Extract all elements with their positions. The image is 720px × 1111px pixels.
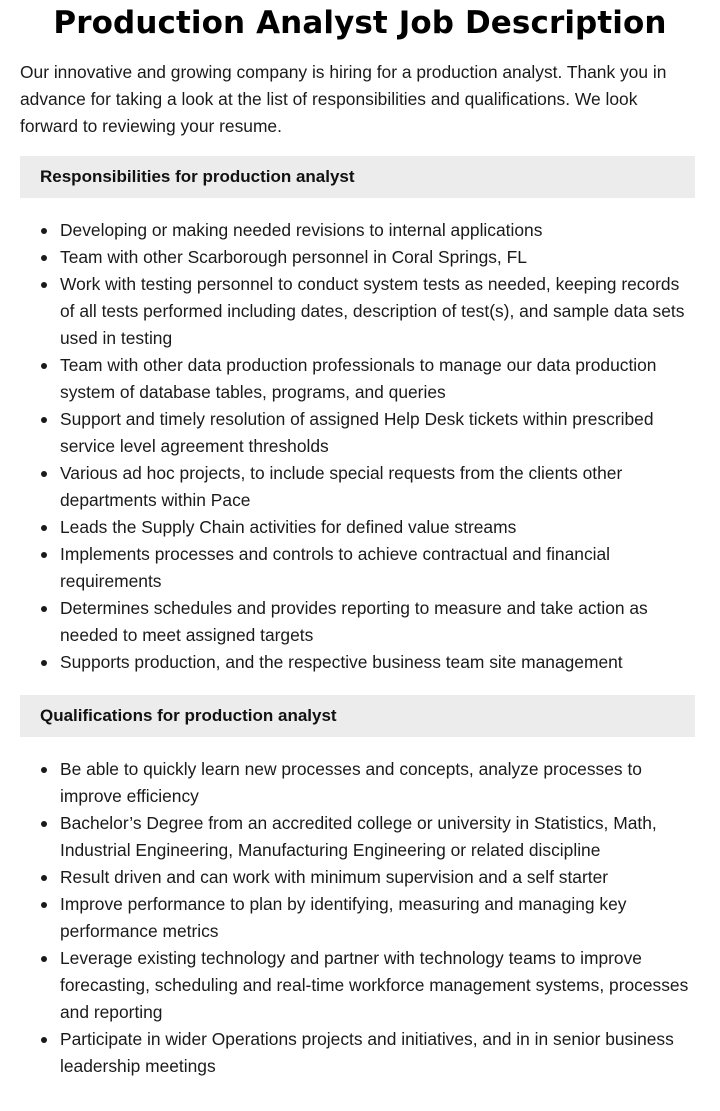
responsibility-text: Team with other Scarborough personnel in Coral Springs, FL	[60, 247, 527, 267]
list-item	[60, 756, 700, 810]
page-title: Production Analyst Job Description	[53, 5, 667, 41]
responsibility-text: Developing or making needed revisions to internal applications	[60, 220, 543, 240]
responsibility-text: Leads the Supply Chain activities for defined value streams	[60, 517, 517, 537]
bullet-icon	[41, 282, 47, 288]
bullet-icon	[41, 1037, 47, 1043]
list-item	[60, 864, 700, 891]
responsibilities-list	[20, 217, 700, 676]
list-item	[60, 271, 700, 352]
list-item	[60, 217, 700, 244]
list-item	[60, 595, 700, 649]
bullet-icon	[41, 902, 47, 908]
bullet-icon	[41, 767, 47, 773]
qualifications-list	[20, 756, 700, 1080]
list-item	[60, 1026, 700, 1080]
list-item	[60, 945, 700, 1026]
responsibility-text: Support and timely resolution of assigned Help Desk tickets within prescribed service level agreement thresholds	[60, 409, 654, 456]
bullet-icon	[41, 660, 47, 666]
list-item	[60, 514, 700, 541]
qualification-text: Result driven and can work with minimum supervision and a self starter	[60, 867, 609, 887]
bullet-icon	[41, 821, 47, 827]
bullet-icon	[41, 228, 47, 234]
responsibility-text: Determines schedules and provides reporting to measure and take action as needed to meet assigned targets	[60, 598, 648, 645]
bullet-icon	[41, 525, 47, 531]
list-item	[60, 406, 700, 460]
list-item	[60, 541, 700, 595]
qualification-text: Bachelor’s Degree from an accredited college or university in Statistics, Math, Industrial Engineering, Manufacturing Engineering or related discipline	[60, 813, 657, 860]
responsibility-text: Team with other data production professionals to manage our data production system of database tables, programs, and queries	[60, 355, 657, 402]
responsibilities-heading: Responsibilities for production analyst	[20, 156, 695, 198]
intro-paragraph: Our innovative and growing company is hiring for a production analyst. Thank you in advance for taking a look at the list of responsibilities and qualifications. We look forward to reviewing your resume.	[20, 62, 667, 136]
bullet-icon	[41, 255, 47, 261]
bullet-icon	[41, 417, 47, 423]
responsibility-text: Implements processes and controls to achieve contractual and financial requirements	[60, 544, 611, 591]
list-item	[60, 891, 700, 945]
bullet-icon	[41, 606, 47, 612]
list-item	[60, 352, 700, 406]
list-item	[60, 810, 700, 864]
list-item	[60, 244, 700, 271]
bullet-icon	[41, 471, 47, 477]
qualification-text: Be able to quickly learn new processes and concepts, analyze processes to improve efficiency	[60, 759, 642, 806]
list-item	[60, 649, 700, 676]
qualification-text: Participate in wider Operations projects and initiatives, and in in senior business leadership meetings	[60, 1029, 674, 1076]
qualifications-heading: Qualifications for production analyst	[20, 695, 695, 737]
responsibility-text: Supports production, and the respective business team site management	[60, 652, 623, 672]
qualification-text: Leverage existing technology and partner with technology teams to improve forecasting, scheduling and real-time workforce management systems, processes and reporting	[60, 948, 689, 1022]
responsibility-text: Work with testing personnel to conduct system tests as needed, keeping records of all tests performed including dates, description of test(s), and sample data sets used in testing	[60, 274, 685, 348]
bullet-icon	[41, 363, 47, 369]
bullet-icon	[41, 956, 47, 962]
list-item	[60, 460, 700, 514]
bullet-icon	[41, 552, 47, 558]
responsibility-text: Various ad hoc projects, to include special requests from the clients other departments within Pace	[60, 463, 623, 510]
qualification-text: Improve performance to plan by identifying, measuring and managing key performance metrics	[60, 894, 627, 941]
bullet-icon	[41, 875, 47, 881]
